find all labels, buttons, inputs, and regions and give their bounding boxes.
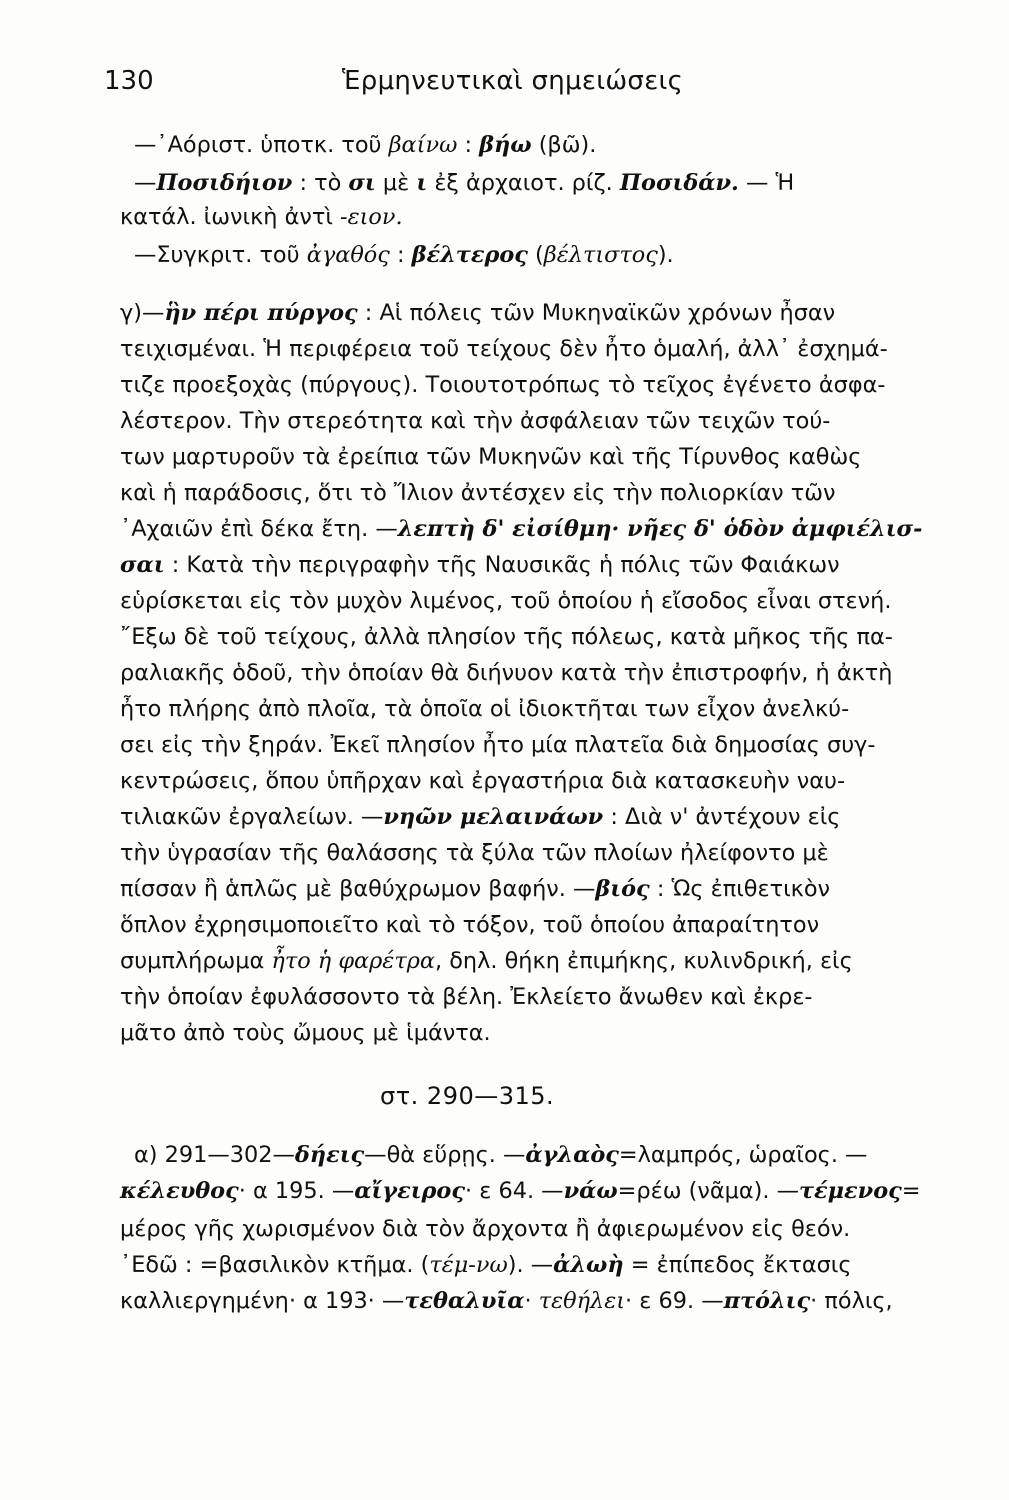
text-run: · ε 64. —: [465, 1178, 564, 1204]
text-line: [120, 590, 932, 612]
text-run: —θὰ εὕρῃς. —: [364, 1142, 526, 1168]
text-line: [120, 1180, 932, 1202]
lemma-run: ἀγλαὸς: [525, 1142, 619, 1168]
text-run: σει εἰς τὴν ξηράν. Ἐκεῖ πλησίον ἦτο μία πλατεῖα διὰ δημοσίας συγ-: [120, 732, 876, 758]
text-run: των μαρτυροῦν τὰ ἐρείπια τῶν Μυκηνῶν καὶ τῆς Τίρυνθος καθὼς: [120, 444, 862, 470]
running-title: Ἑρμηνευτικαὶ σημειώσεις: [342, 66, 684, 96]
lemma-run: αἴγειρος: [354, 1178, 465, 1204]
lemma-run: -ειον.: [340, 204, 403, 230]
text-line: [134, 172, 946, 194]
lemma-run: ἀλωὴ: [553, 1252, 624, 1278]
text-line: [120, 770, 932, 792]
text-run: =ρέω (νᾶμα). —: [617, 1178, 799, 1204]
text-line: [120, 482, 932, 504]
text-run: : τὸ: [292, 170, 349, 196]
text-run: εὑρίσκεται εἰς τὸν μυχὸν λιμένος, τοῦ ὁποίου ἡ εἴσοδος εἶναι στενή.: [120, 588, 892, 614]
text-run: καὶ ἡ παράδοσις, ὅτι τὸ Ἴλιον ἀντέσχεν εἰς τὴν πολιορκίαν τῶν: [120, 480, 836, 506]
text-line: [120, 410, 932, 432]
text-line: [120, 698, 932, 720]
lemma-run: σι: [348, 170, 376, 196]
text-line: [120, 842, 932, 864]
text-run: ῎Εξω δὲ τοῦ τείχους, ἀλλὰ πλησίον τῆς πόλεως, κατὰ μῆκος τῆς πα-: [120, 624, 893, 650]
text-run: : Αἱ πόλεις τῶν Μυκηναϊκῶν χρόνων ἦσαν: [357, 300, 836, 326]
text-line: [120, 1254, 932, 1276]
text-run: κατάλ. ἰωνικὴ ἀντὶ: [120, 204, 341, 230]
text-run: μὲ: [375, 170, 417, 196]
text-run: , δηλ. θήκη ἐπιμήκης, κυλινδρική, εἰς: [435, 948, 853, 974]
text-run: ᾿Αχαιῶν ἐπὶ δέκα ἔτη. —: [120, 516, 398, 542]
text-line: [120, 518, 932, 540]
text-run: · πόλις,: [810, 1288, 893, 1314]
text-run: —᾿Αόριστ. ὑποτκ. τοῦ: [134, 132, 389, 158]
lemma-run: Ποσιδήιον: [156, 170, 293, 196]
text-run: γ)—: [120, 300, 165, 326]
text-line: [134, 1144, 946, 1166]
text-line: [120, 626, 932, 648]
text-run: ·: [524, 1288, 539, 1314]
text-run: τὴν ὁποίαν ἐφυλάσσοντο τὰ βέλη. Ἐκλείετο ἄνωθεν καὶ ἐκρε-: [120, 984, 813, 1010]
text-line: [120, 1218, 932, 1240]
text-run: ἐξ ἀρχαιοτ. ρίζ.: [427, 170, 620, 196]
text-run: —Συγκριτ. τοῦ: [134, 242, 307, 268]
lemma-run: βέλτερος: [411, 242, 528, 268]
lemma-run: λεπτὴ δ' εἰσίθμη· νῆες δ' ὁδὸν ἀμφιέλισ-: [397, 516, 923, 542]
text-line: [120, 986, 932, 1008]
text-run: ἦτο πλήρης ἀπὸ πλοῖα, τὰ ὁποῖα οἱ ἰδιοκτῆται των εἶχον ἀνελκύ-: [120, 696, 850, 722]
lemma-run: βιός: [595, 876, 650, 902]
page-header: [104, 66, 949, 102]
text-line: [134, 134, 946, 156]
text-run: :: [389, 242, 412, 268]
text-run: ᾿Εδῶ : =βασιλικὸν κτῆμα. (: [120, 1252, 430, 1278]
text-line: [134, 244, 946, 266]
text-run: μέρος γῆς χωρισμένον διὰ τὸν ἄρχοντα ἢ ἀφιερωμένον εἰς θεόν.: [120, 1216, 851, 1242]
lemma-run: κέλευθος: [120, 1178, 239, 1204]
lemma-run: τέμενος: [798, 1178, 902, 1204]
page-number: 130: [104, 66, 154, 96]
text-run: τειχισμέναι. Ἡ περιφέρεια τοῦ τείχους δὲν ἦτο ὁμαλή, ἀλλ᾿ ἐσχημά-: [120, 336, 888, 362]
text-run: ). —: [507, 1252, 554, 1278]
lemma-run: ἣν πέρι πύργος: [164, 300, 358, 326]
lemma-run: ἦτο ἡ φαρέτρα: [271, 948, 435, 974]
section-heading: στ. 290—315.: [380, 1082, 555, 1110]
text-run: τὴν ὑγρασίαν τῆς θαλάσσης τὰ ξύλα τῶν πλοίων ἠλείφοντο μὲ: [120, 840, 829, 866]
text-run: =: [901, 1178, 921, 1204]
text-run: · ε 69. —: [625, 1288, 724, 1314]
text-line: [120, 338, 932, 360]
text-run: α) 291—302—: [134, 1142, 295, 1168]
lemma-run: βήω: [479, 132, 532, 158]
lemma-run: ι: [416, 170, 428, 196]
text-line: [120, 554, 932, 576]
lemma-run: ἀγαθός: [306, 242, 390, 268]
text-run: τιζε προεξοχὰς (πύργους). Τοιουτοτρόπως τὸ τεῖχος ἐγένετο ἀσφα-: [120, 372, 886, 398]
text-run: συμπλήρωμα: [120, 948, 272, 974]
text-run: κεντρώσεις, ὅπου ὑπῆρχαν καὶ ἐργαστήρια διὰ κατασκευὴν ναυ-: [120, 768, 846, 794]
text-line: [120, 1290, 932, 1312]
text-run: =λαμπρός, ὡραῖος. —: [618, 1142, 868, 1168]
lemma-run: βέλτιστος: [543, 242, 658, 268]
text-line: [120, 446, 932, 468]
lemma-run: νηῶν μελαινάων: [383, 804, 604, 830]
text-run: (βῶ).: [531, 132, 597, 158]
text-line: [120, 206, 932, 228]
text-run: — Ἡ: [738, 170, 795, 196]
lemma-run: δήεις: [294, 1142, 365, 1168]
text-run: ραλιακῆς ὁδοῦ, τὴν ὁποίαν θὰ διήνυον κατὰ τὴν ἐπιστροφήν, ἡ ἀκτὴ: [120, 660, 893, 686]
text-run: : Διὰ ν' ἀντέχουν εἰς: [603, 804, 841, 830]
lemma-run: Ποσιδάν.: [619, 170, 739, 196]
lemma-run: βαίνω: [388, 132, 458, 158]
lemma-run: νάω: [563, 1178, 618, 1204]
text-line: [120, 914, 932, 936]
text-run: μᾶτο ἀπὸ τοὺς ὤμους μὲ ἱμάντα.: [120, 1020, 491, 1046]
text-run: (: [527, 242, 544, 268]
text-line: [120, 806, 932, 828]
text-run: : Ὡς ἐπιθετικὸν: [649, 876, 831, 902]
text-line: [120, 1022, 932, 1044]
text-run: ).: [657, 242, 674, 268]
text-run: καλλιεργημένη· α 193· —: [120, 1288, 405, 1314]
lemma-run: τεθήλει: [538, 1288, 626, 1314]
text-line: [120, 950, 932, 972]
text-run: ὅπλον ἐχρησιμοποιεῖτο καὶ τὸ τόξον, τοῦ ὁποίου ἀπαραίτητον: [120, 912, 820, 938]
text-run: —: [134, 170, 157, 196]
lemma-run: σαι: [120, 552, 165, 578]
lemma-run: πτόλις: [723, 1288, 811, 1314]
lemma-run: τεθαλυῖα: [404, 1288, 525, 1314]
text-run: = ἐπίπεδος ἔκτασις: [623, 1252, 852, 1278]
text-run: · α 195. —: [238, 1178, 355, 1204]
text-run: : Κατὰ τὴν περιγραφὴν τῆς Ναυσικᾶς ἡ πόλις τῶν Φαιάκων: [164, 552, 840, 578]
text-run: :: [457, 132, 480, 158]
text-run: λέστερον. Τὴν στερεότητα καὶ τὴν ἀσφάλειαν τῶν τειχῶν τού-: [120, 408, 831, 434]
text-run: τιλιακῶν ἐργαλείων. —: [120, 804, 384, 830]
text-line: [120, 662, 932, 684]
text-line: [120, 374, 932, 396]
text-line: [120, 302, 932, 324]
text-line: [120, 734, 932, 756]
text-run: πίσσαν ἢ ἁπλῶς μὲ βαθύχρωμον βαφήν. —: [120, 876, 596, 902]
lemma-run: τέμ-νω: [429, 1252, 508, 1278]
text-line: [120, 878, 932, 900]
